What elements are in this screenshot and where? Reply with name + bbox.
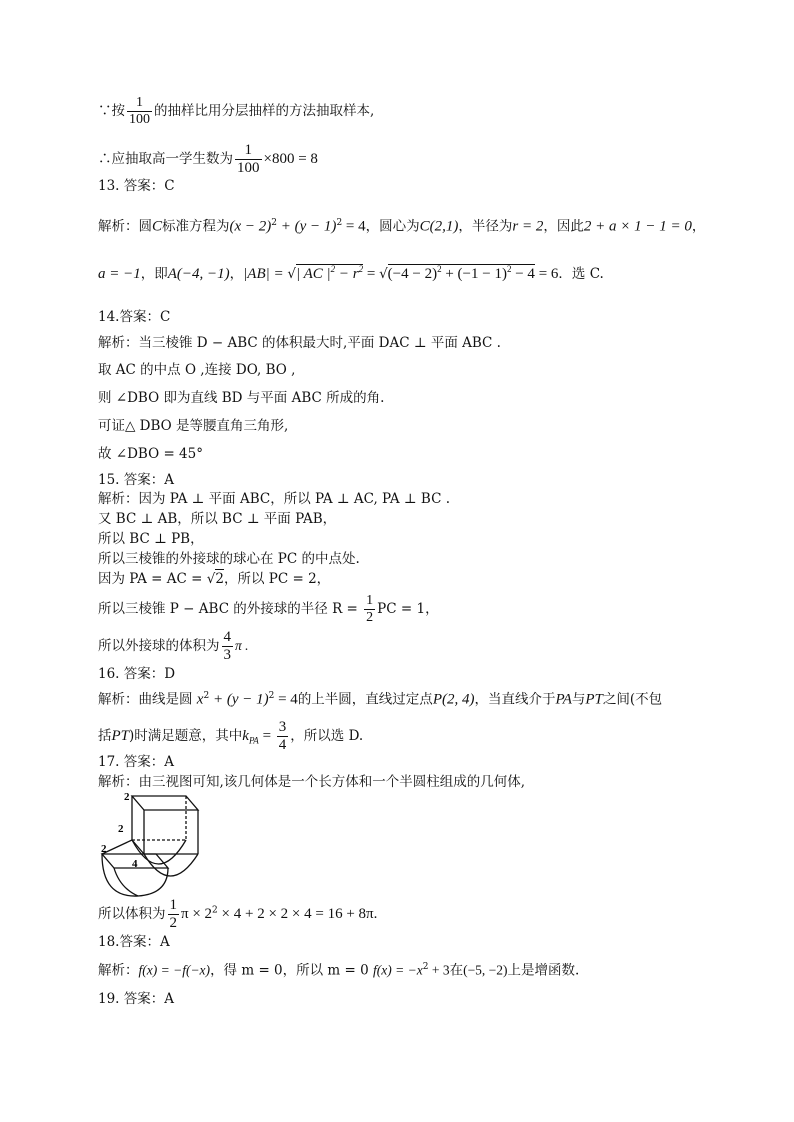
text: ， [691, 218, 706, 235]
answer-14: 14.答案：C [98, 309, 171, 325]
analysis-15-line6 [98, 594, 439, 625]
sqrt-body [388, 264, 535, 282]
math: (−5, −2) [463, 962, 508, 978]
fraction [364, 594, 375, 625]
math: k [242, 728, 249, 744]
text: ．选 C. [558, 266, 604, 282]
math: | AC | [295, 266, 331, 282]
denominator: 2 [169, 915, 177, 931]
numerator: 3 [278, 719, 287, 735]
geometry-figure [98, 788, 218, 900]
text: 解析：曲线是圆 [98, 691, 193, 708]
denominator: 4 [278, 737, 287, 753]
sqrt-sign: √ [379, 266, 388, 282]
text: ，当直线介于 [474, 691, 556, 708]
analysis-15-line7 [98, 630, 249, 663]
numerator: 1 [235, 143, 262, 160]
math: C [152, 218, 163, 235]
math: 2 + a × 1 − 1 = 0 [583, 218, 692, 235]
math: − r [335, 266, 359, 282]
text: 所以外接球的体积为 [98, 638, 220, 654]
analysis-16-line2 [98, 720, 363, 753]
sqrt-body [296, 264, 363, 282]
analysis-15-line4: 所以三棱锥的外接球的球心在 PC 的中点处. [98, 551, 360, 567]
exponent: 2 [203, 691, 210, 701]
math: f(x) = −f(−x) [138, 962, 211, 978]
analysis-14-line4: 可证△ DBO 是等腰直角三角形, [98, 418, 289, 434]
fraction [168, 898, 180, 931]
text: ，所以选 D. [290, 728, 364, 744]
text: 解析： [98, 962, 139, 979]
numerator: 1 [127, 96, 152, 112]
answer-17: 17. 答案：A [98, 754, 175, 770]
analysis-16-line1 [98, 692, 662, 708]
math: PT [111, 728, 130, 744]
answer-18: 18.答案：A [98, 934, 170, 950]
math: − 4 [511, 266, 535, 282]
exponent: 2 [271, 218, 278, 228]
analysis-13-line1 [98, 219, 705, 235]
exponent: 2 [330, 264, 336, 274]
text: 标准方程为 [162, 218, 230, 235]
text: ，圆心为 [365, 218, 420, 235]
analysis-17-line2 [98, 898, 377, 931]
equation: ×800 = 8 [263, 151, 318, 167]
exponent: 2 [212, 905, 218, 916]
text: ，半径为 [458, 218, 513, 235]
dimension-label-top: 2 [124, 791, 130, 803]
math: + (y − 1) [209, 691, 269, 708]
sqrt-sign: √ [206, 571, 216, 587]
analysis-18-line1 [98, 963, 579, 978]
analysis-15-line5 [98, 573, 330, 587]
math: × 4 + 2 × 2 × 4 = 16 + 8π. [217, 906, 378, 922]
line-sample-count [98, 143, 318, 176]
math: C(2,1) [419, 218, 459, 235]
exponent: 2 [358, 264, 364, 274]
text: 的抽样比用分层抽样的方法抽取样本, [154, 103, 375, 119]
math: + (y − 1) [277, 218, 337, 235]
math: (−4 − 2) [387, 266, 438, 282]
numerator: 1 [169, 897, 177, 913]
math: PT [585, 691, 603, 708]
text: ，得 m = 0，所以 m = 0 [210, 962, 374, 979]
math: = 4 [342, 218, 366, 235]
text: )时满足题意，其中 [129, 728, 243, 744]
text: 括 [98, 728, 112, 744]
exponent: 2 [437, 264, 442, 274]
fraction [277, 720, 289, 753]
analysis-14-line1: 解析：当三棱锥 D − ABC 的体积最大时,平面 DAC ⊥ 平面 ABC . [98, 335, 501, 351]
text: ， [229, 266, 244, 282]
sqrt-body: 2 [215, 571, 224, 587]
analysis-14-line2: 取 AC 的中点 O ,连接 DO, BO , [98, 362, 296, 378]
fraction [235, 143, 262, 176]
math: π × 2 [181, 906, 213, 922]
dimension-label-mid: 2 [118, 823, 124, 835]
math: f(x) = −x [373, 962, 423, 978]
numerator: 4 [223, 629, 231, 645]
text: 解析：圆 [98, 218, 152, 235]
denominator: 100 [237, 160, 260, 176]
exponent: 2 [336, 218, 343, 228]
math: (x − 2) [229, 218, 272, 235]
analysis-15-line2: 又 BC ⊥ AB，所以 BC ⊥ 平面 PAB， [98, 511, 337, 527]
analysis-15-line3: 所以 BC ⊥ PB， [98, 531, 204, 547]
sqrt-sign: √ [287, 266, 296, 282]
exponent: 2 [422, 962, 429, 972]
dimension-label-low: 2 [101, 843, 107, 855]
analysis-14-line5: 故 ∠DBO = 45° [98, 446, 203, 462]
text: 的上半圆，直线过定点 [297, 691, 433, 708]
math: + (−1 − 1) [441, 266, 507, 282]
text: ，因此 [543, 218, 584, 235]
math: = 4 [274, 691, 298, 708]
analysis-17-line1: 解析：由三视图可知,该几何体是一个长方体和一个半圆柱组成的几何体, [98, 774, 526, 790]
subscript: PA [248, 735, 259, 746]
math: π . [235, 638, 249, 653]
exponent: 2 [268, 691, 275, 701]
analysis-13-line2 [98, 265, 604, 282]
text: ，即 [140, 266, 168, 282]
numerator: 1 [366, 593, 374, 608]
text: 与 [571, 691, 586, 708]
math: r = 2 [512, 218, 544, 235]
text: 在 [449, 962, 464, 979]
dimension-label-bottom: 4 [132, 858, 138, 870]
text: 之间(不包 [602, 691, 663, 708]
analysis-15-line1: 解析：因为 PA ⊥ 平面 ABC，所以 PA ⊥ AC, PA ⊥ BC . [98, 491, 451, 507]
fraction [222, 630, 234, 663]
answer-13: 13. 答案：C [98, 178, 175, 194]
denominator: 3 [223, 647, 231, 663]
math: = [258, 728, 275, 744]
math: = [363, 266, 380, 282]
text: 上是增函数. [507, 962, 580, 979]
math: |AB| = [243, 266, 288, 282]
math: a = −1 [98, 266, 141, 282]
line-sampling-ratio [98, 96, 374, 127]
answer-15: 15. 答案：A [98, 472, 175, 488]
exponent: 2 [506, 264, 512, 274]
math: x [196, 691, 204, 708]
text: 所以三棱锥 P − ABC 的外接球的半径 R = [98, 601, 363, 617]
text: ∴应抽取高一学生数为 [98, 151, 233, 167]
denominator: 100 [129, 112, 150, 127]
text: PC = 1， [377, 601, 439, 617]
text: 因为 PA = AC = [98, 571, 207, 587]
answer-16: 16. 答案：D [98, 666, 176, 682]
analysis-14-line3: 则 ∠DBO 即为直线 BD 与平面 ABC 所成的角. [98, 390, 385, 406]
denominator: 2 [366, 610, 374, 625]
math: + 3 [428, 962, 450, 978]
math: PA [555, 691, 572, 708]
math: = 6 [534, 266, 559, 282]
answer-19: 19. 答案：A [98, 991, 175, 1007]
text: ∵按 [98, 103, 125, 119]
math: P(2, 4) [432, 691, 475, 708]
text: ，所以 PC = 2， [223, 571, 331, 587]
fraction [127, 96, 152, 127]
math: A(−4, −1) [167, 266, 230, 282]
text: 所以体积为 [98, 906, 166, 922]
